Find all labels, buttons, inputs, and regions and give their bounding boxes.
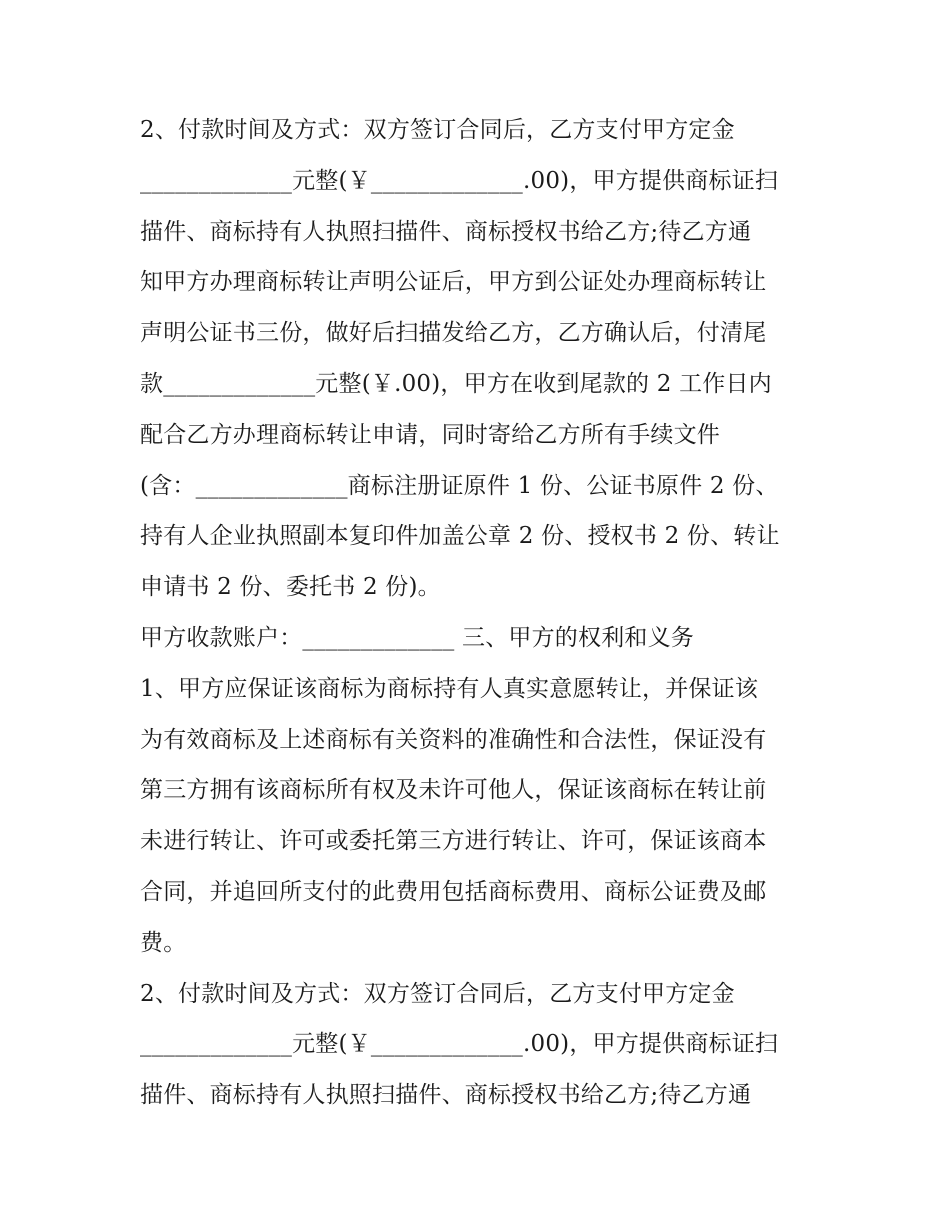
text-line: 描件、商标持有人执照扫描件、商标授权书给乙方;待乙方通 [140,218,752,245]
text-line: 款_____________元整(￥.00)，甲方在收到尾款的 2 工作日内 [140,370,772,397]
text-line: (含：_____________商标注册证原件 1 份、公证书原件 2 份、 [140,472,779,499]
text-line: _____________元整(￥_____________.00)，甲方提供商标证扫 [140,167,779,194]
text-line: 为有效商标及上述商标有关资料的准确性和合法性，保证没有 [140,726,767,753]
text-line: 甲方收款账户：_____________ 三、甲方的权利和义务 [140,624,695,651]
text-line: 费。 [140,929,187,956]
text-line: 配合乙方办理商标转让申请，同时寄给乙方所有手续文件 [140,421,720,448]
text-line: 申请书 2 份、委托书 2 份)。 [140,574,441,601]
text-line: 知甲方办理商标转让声明公证后，甲方到公证处办理商标转让 [140,269,767,296]
document-body [140,105,830,1121]
text-line: 2、付款时间及方式：双方签订合同后，乙方支付甲方定金 [140,117,735,143]
text-line: 未进行转让、许可或委托第三方进行转让、许可，保证该商本 [140,828,767,855]
text-line: _____________元整(￥_____________.00)，甲方提供商标证扫 [140,1031,779,1058]
text-line: 描件、商标持有人执照扫描件、商标授权书给乙方;待乙方通 [140,1082,752,1109]
text-line: 持有人企业执照副本复印件加盖公章 2 份、授权书 2 份、转让 [140,523,780,550]
text-line: 声明公证书三份，做好后扫描发给乙方，乙方确认后，付清尾 [140,320,767,347]
text-line: 2、付款时间及方式：双方签订合同后，乙方支付甲方定金 [140,980,735,1007]
text-line: 1、甲方应保证该商标为商标持有人真实意愿转让，并保证该 [140,675,759,702]
text-line: 第三方拥有该商标所有权及未许可他人，保证该商标在转让前 [140,777,767,804]
text-line: 合同，并追回所支付的此费用包括商标费用、商标公证费及邮 [140,878,767,905]
